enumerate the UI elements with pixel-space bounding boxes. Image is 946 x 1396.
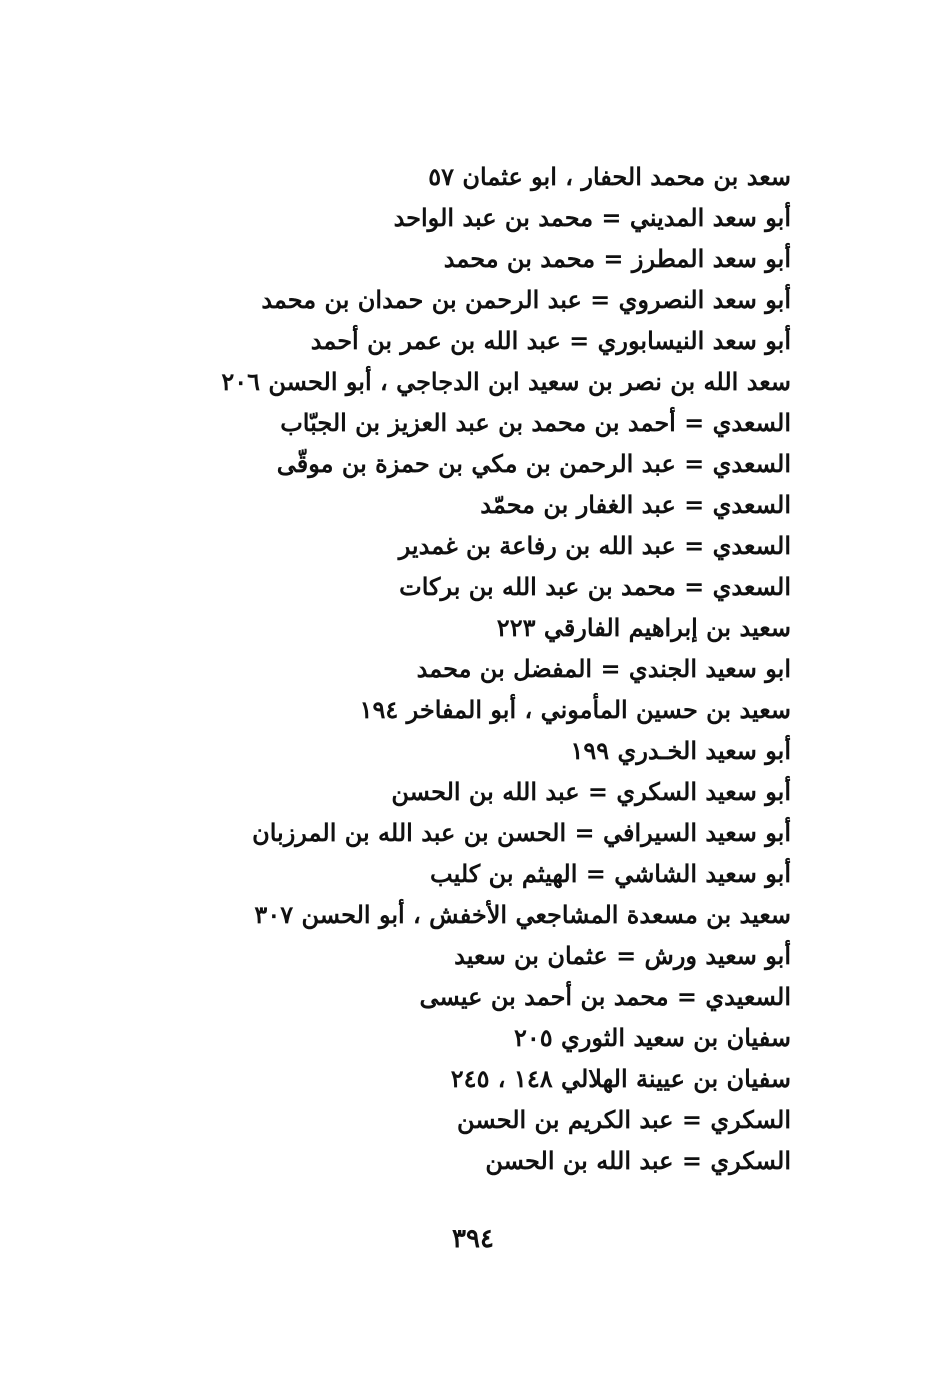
index-entry: أبو سعد النصروي = عبد الرحمن بن حمدان بن محمد: [261, 285, 791, 314]
index-entry: السعدي = عبد الغفار بن محمّد: [480, 490, 791, 519]
index-entry: سعيد بن مسعدة المشاجعي الأخفش ، أبو الحسن ٣٠٧: [254, 900, 791, 929]
index-entries-list: [221, 156, 791, 1181]
index-entry: أبو سعيد الشاشي = الهيثم بن كليب: [430, 859, 791, 888]
index-entry: السعدي = محمد بن عبد الله بن بركات: [399, 572, 791, 601]
index-entry: السعيدي = محمد بن أحمد بن عيسى: [419, 982, 791, 1011]
index-entry: سعد الله بن نصر بن سعيد ابن الدجاجي ، أبو الحسن ٢٠٦: [221, 367, 791, 396]
index-entry: أبو سعد المديني = محمد بن عبد الواحد: [393, 203, 791, 232]
index-entry: سعيد بن حسين المأموني ، أبو المفاخر ١٩٤: [359, 695, 791, 724]
index-entry: أبو سعيد ورش = عثمان بن سعيد: [454, 941, 791, 970]
index-entry: أبو سعيد الخـدري ١٩٩: [570, 736, 791, 765]
index-entry: سعيد بن إبراهيم الفارقي ٢٢٣: [496, 613, 791, 642]
index-entry: أبو سعد المطرز = محمد بن محمد: [443, 244, 791, 273]
index-entry: أبو سعد النيسابوري = عبد الله بن عمر بن أحمد: [310, 326, 791, 355]
page-number: ٣٩٤: [452, 1224, 494, 1254]
index-entry: سفيان بن سعيد الثوري ٢٠٥: [514, 1023, 791, 1052]
index-entry: سعد بن محمد الحفار ، ابو عثمان ٥٧: [428, 162, 791, 191]
index-entry: السكري = عبد الله بن الحسن: [485, 1146, 791, 1175]
index-entry: السكري = عبد الكريم بن الحسن: [457, 1105, 791, 1134]
index-entry: السعدي = أحمد بن محمد بن عبد العزيز بن الجبّاب: [280, 408, 791, 437]
index-entry: ابو سعيد الجندي = المفضل بن محمد: [416, 654, 791, 683]
index-entry: السعدي = عبد الله بن رفاعة بن غمدير: [398, 531, 791, 560]
index-entry: أبو سعيد السكري = عبد الله بن الحسن: [391, 777, 791, 806]
index-entry: السعدي = عبد الرحمن بن مكي بن حمزة بن موقّى: [276, 449, 791, 478]
index-entry: أبو سعيد السيرافي = الحسن بن عبد الله بن المرزبان: [252, 818, 791, 847]
index-entry: سفيان بن عيينة الهلالي ١٤٨ ، ٢٤٥: [450, 1064, 791, 1093]
